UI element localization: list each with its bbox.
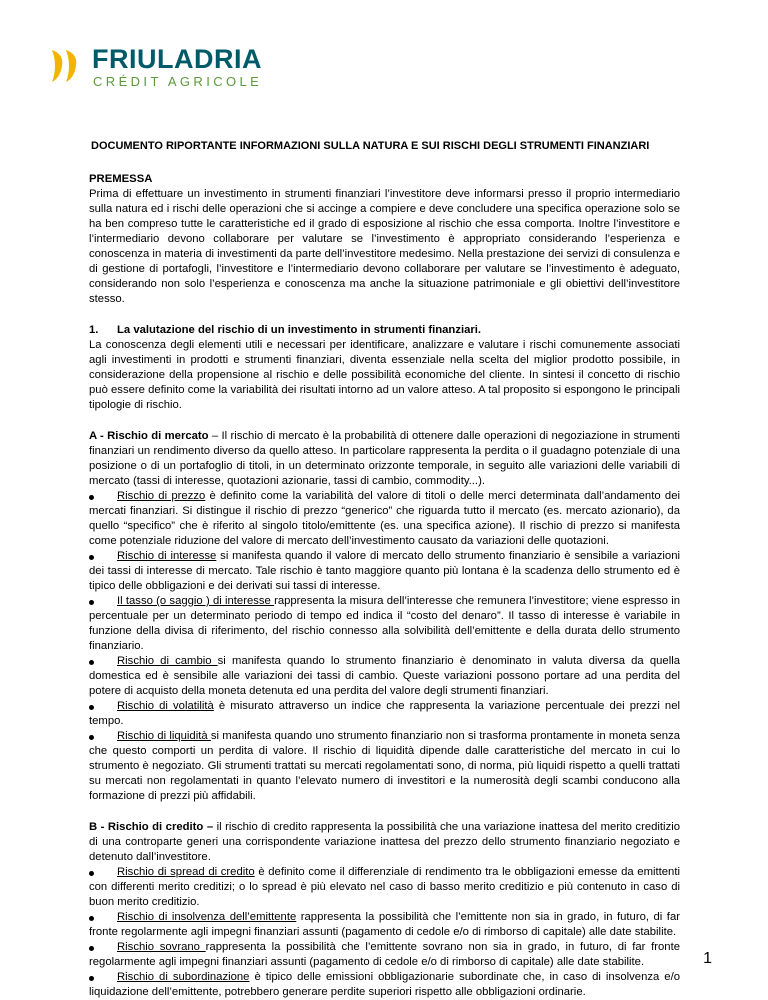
friuladria-logo [50, 40, 263, 96]
section-1-number: 1. [89, 324, 99, 336]
logo-name: FRIULADRIA [92, 44, 262, 74]
logo-mark-icon [50, 48, 90, 84]
list-item-term: Rischio di subordinazione [117, 971, 250, 983]
list-item [89, 910, 680, 940]
section-a-intro [89, 429, 680, 489]
list-item-term: Il tasso (o saggio ) di interesse [117, 595, 275, 607]
bullet-icon [89, 735, 94, 740]
list-item-text: è misurato attraverso un indice che rappresenta la variazione percentuale dei prezzi nel tempo. [89, 700, 680, 727]
list-item-term: Rischio di insolvenza dell’emittente [117, 911, 297, 923]
section-b-heading: B - Rischio di credito – [89, 821, 214, 833]
section-b-intro [89, 820, 680, 865]
list-item-term: Rischio sovrano [117, 941, 206, 953]
premessa-text: Prima di effettuare un investimento in strumenti finanziari l’investitore deve informarsi presso il proprio intermediario sulla natura ed i rischi delle operazioni che si accinge a compiere e deve concludere una specifica operazione solo se ha ben compreso tutte le caratteristiche ed il grado di esposizione al rischio che essa comporta. Inoltre l’investitore e l’intermediario devono collaborare per valutare se l’investimento è appropriato considerando l’esperienza e conoscenza in materia di investimenti da parte dell’investitore medesimo. Nella prestazione dei servizi di consulenza e di gestione di portafogli, l’investitore e l’intermediario devono collaborare per valutare se l’investimento è adeguato, considerando non solo l’esperienza e conoscenza ma anche la situazione patrimoniale e gli obiettivi dell’investitore stesso. [89, 188, 680, 305]
premessa-heading: PREMESSA [89, 173, 153, 185]
list-item [89, 699, 680, 729]
bullet-icon [89, 871, 94, 876]
bullet-icon [89, 555, 94, 560]
list-item-text: è definito come il differenziale di rendimento tra le obbligazioni emesse da emittenti con differenti merito creditizi; o lo spread è più elevato nel caso di basso merito creditizio e più contenuto in caso di buon merito creditizio. [89, 866, 680, 908]
list-item [89, 729, 680, 804]
bullet-icon [89, 916, 94, 921]
document-body [89, 139, 680, 1000]
list-item [89, 549, 680, 594]
list-item-text: si manifesta quando uno strumento finanziario non si trasforma prontamente in moneta senza che questo comporti un perdita di valore. Il rischio di liquidità dipende dalle caratteristiche del mercato in cui lo strumento è negoziato. Gli strumenti trattati su mercati regolamentati sono, di norma, più liquidi rispetto a quelli trattati su mercati non regolamentati in quanto l’elevato numero di investitori e la numerosità degli scambi conducono alla formazione di prezzi più affidabili. [89, 730, 681, 802]
list-item-text: è definito come la variabilità del valore di titoli o delle merci determinata dall’andamento dei mercati finanziari. Si distingue il rischio di prezzo “generico” che riguarda tutto il mercato (es. mercato azionario), da quello “specifico” che è riferito al singolo titolo/emittente (es. una specifica azione). Il rischio di prezzo si manifesta come potenziale riduzione del valore di mercato dell’investimento causato da variazioni delle quotazioni. [89, 490, 680, 547]
list-item [89, 865, 680, 910]
section-a-intro-text: – Il rischio di mercato è la probabilità di ottenere dalle operazioni di negoziazione in strumenti finanziari un rendimento diverso da quello atteso. In particolare rappresenta la perdita o il guadagno potenziale di una posizione o di un portafoglio di titoli, in un determinato orizzonte temporale, in seguito alle variazioni delle variabili di mercato (tassi di interesse, quotazioni azionarie, tassi di cambio, commodity...). [89, 430, 680, 487]
list-item-term: Rischio di spread di credito [117, 866, 255, 878]
section-1-title: La valutazione del rischio di un investimento in strumenti finanziari. [117, 324, 482, 336]
list-item-text: rappresenta la possibilità che l’emittente non sia in grado, in futuro, di far fronte regolarmente agli impegni finanziari assunti (pagamento di cedole e/o di rimborso di capitale) alle date stabilite. [89, 911, 680, 938]
logo-subtitle: CRÉDIT AGRICOLE [93, 74, 263, 89]
section-b-intro-text: il rischio di credito rappresenta la possibilità che una variazione inattesa del merito creditizio di una controparte generi una corrispondente variazione inattesa del prezzo dello strumento finanziario negoziato e detenuto dall’investitore. [89, 821, 681, 863]
bullet-icon [89, 976, 94, 981]
list-item [89, 654, 680, 699]
list-item-term: Rischio di interesse [117, 550, 217, 562]
list-item-term: Rischio di volatilità [117, 700, 214, 712]
list-item-term: Rischio di cambio [117, 655, 218, 667]
bullet-icon [89, 600, 94, 605]
list-item [89, 594, 680, 654]
section-1-heading [89, 323, 680, 338]
list-item [89, 970, 680, 1000]
list-item-term: Rischio di prezzo [117, 490, 206, 502]
bullet-icon [89, 705, 94, 710]
page-number: 1 [703, 950, 712, 967]
section-a-heading: A - Rischio di mercato [89, 430, 209, 442]
list-item [89, 489, 680, 549]
bullet-icon [89, 660, 94, 665]
list-item-text: si manifesta quando il valore di mercato dello strumento finanziario è sensibile a variazioni dei tassi di interesse di mercato. Tale rischio è tanto maggiore quanto più lontana è la scadenza dello strumento ed è tipico delle obbligazioni e dei derivati sui tassi di interesse. [89, 550, 681, 592]
section-1-text: La conoscenza degli elementi utili e necessari per identificare, analizzare e valutare i rischi comunemente associati agli investimenti in prodotti e strumenti finanziari, diventa essenziale nella scelta del miglior prodotto possibile, in considerazione della propensione al rischio e delle possibilità economiche del cliente. In sintesi il concetto di rischio può essere definito come la variabilità dei risultati intorno ad un valore atteso. A tal proposito si espongono le principali tipologie di rischio. [89, 339, 680, 411]
list-item-text: è tipico delle emissioni obbligazionarie subordinate che, in caso di insolvenza e/o liquidazione dell’emittente, potrebbero generare perdite superiori rispetto alle obbligazioni ordinarie. [89, 971, 680, 998]
bullet-icon [89, 495, 94, 500]
bullet-icon [89, 946, 94, 951]
list-item [89, 940, 680, 970]
document-title: DOCUMENTO RIPORTANTE INFORMAZIONI SULLA NATURA E SUI RISCHI DEGLI STRUMENTI FINANZIARI [91, 140, 650, 152]
list-item-text: rappresenta la possibilità che l’emittente sovrano non sia in grado, in futuro, di far fronte regolarmente agli impegni finanziari assunti (pagamento di cedole e/o di rimborso di capitale) alle date stabilite. [89, 941, 680, 968]
list-item-term: Rischio di liquidità [117, 730, 211, 742]
list-item-text: rappresenta la misura dell’interesse che remunera l’investitore; viene espresso in percentuale per un determinato periodo di tempo ed indica il “costo del denaro”. Il tasso di interesse è variabile in funzione della divisa di riferimento, del rischio connesso alla solvibilità dell’emittente e della durata dello strumento finanziario. [89, 595, 680, 652]
list-item-text: si manifesta quando lo strumento finanziario è denominato in valuta diversa da quella domestica ed è sensibile alle variazioni dei tassi di cambio. Queste variazioni possono portare ad una perdita del potere di acquisto della moneta detenuta ed una perdita del valore degli strumenti finanziari. [89, 655, 680, 697]
